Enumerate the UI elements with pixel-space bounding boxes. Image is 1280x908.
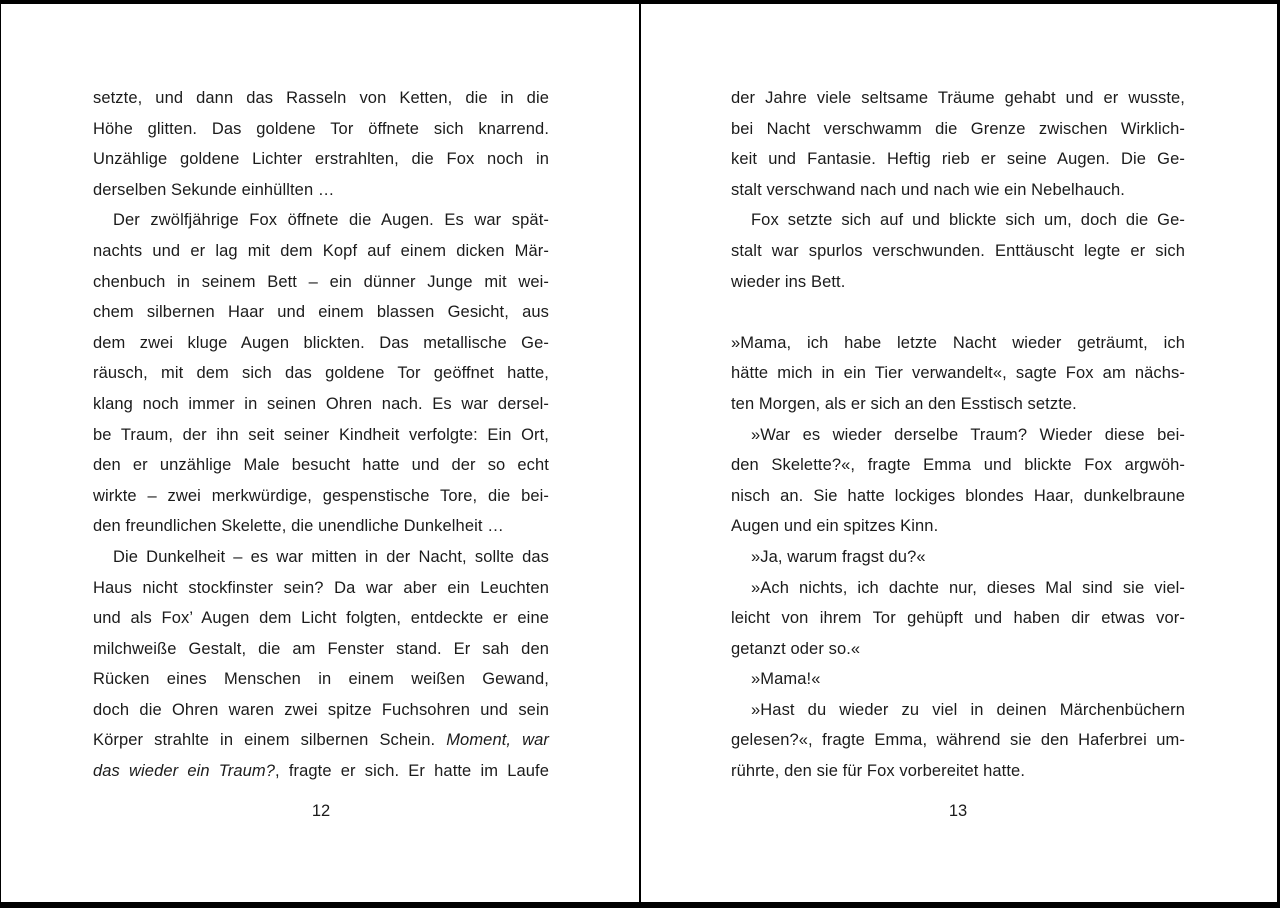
- text-line: und als Fox’ Augen dem Licht folgten, entdeckte er eine: [93, 609, 549, 628]
- text-line: chenbuch in seinem Bett – ein dünner Junge mit wei-: [93, 272, 549, 291]
- text-line: »Hast du wieder zu viel in deinen Märchenbüchern: [751, 700, 1185, 719]
- text-line: chem silbernen Haar und einem blassen Gesicht, aus: [93, 303, 549, 322]
- text-line: be Traum, der ihn seit seiner Kindheit verfolgte: Ein Ort,: [93, 425, 549, 444]
- text-line: Augen und ein spitzes Kinn.: [731, 517, 939, 536]
- text-line: »Ach nichts, ich dachte nur, dieses Mal sind sie viel-: [751, 578, 1185, 597]
- text-line: der Jahre viele seltsame Träume gehabt und er wusste,: [731, 89, 1185, 107]
- text-line: nachts und er lag mit dem Kopf auf einem dicken Mär-: [93, 241, 549, 260]
- text-line: »Mama, ich habe letzte Nacht wieder geträumt, ich: [731, 333, 1185, 352]
- page-number: 12: [311, 802, 331, 820]
- text-line: stalt verschwand nach und nach wie ein Nebelhauch.: [731, 180, 1125, 199]
- text-line: Fox setzte sich auf und blickte sich um, doch die Ge-: [751, 211, 1185, 230]
- text-line: wieder ins Bett.: [731, 272, 846, 291]
- text-line: Unzählige goldene Lichter erstrahlten, die Fox noch in: [93, 150, 549, 169]
- text-line: den freundlichen Skelette, die unendliche Dunkelheit …: [93, 517, 504, 536]
- text-line: Die Dunkelheit – es war mitten in der Nacht, sollte das: [113, 547, 549, 566]
- text-line: »Ja, warum fragst du?«: [751, 547, 926, 566]
- text-line: setzte, und dann das Rasseln von Ketten, die in die: [93, 89, 549, 107]
- text-line: ten Morgen, als er sich an den Esstisch setzte.: [731, 394, 1077, 413]
- text-line: bei Nacht verschwamm die Grenze zwischen Wirklich-: [731, 119, 1185, 138]
- text-line: nisch an. Sie hatte lockiges blondes Haar, dunkelbraune: [731, 486, 1185, 505]
- text-line: Der zwölfjährige Fox öffnete die Augen. Es war spät-: [113, 211, 549, 230]
- text-line: Höhe glitten. Das goldene Tor öffnete sich knarrend.: [93, 119, 549, 138]
- text-line: wirkte – zwei merkwürdige, gespenstische Tore, die bei-: [93, 486, 549, 505]
- text-line: Haus nicht stockfinster sein? Da war aber ein Leuchten: [93, 578, 549, 597]
- text-line: gelesen?«, fragte Emma, während sie den Haferbrei um-: [731, 731, 1185, 750]
- text-line: [731, 297, 1185, 328]
- text-line: den Skelette?«, fragte Emma und blickte Fox argwöh-: [731, 456, 1185, 475]
- text-line: derselben Sekunde einhüllten …: [93, 180, 335, 199]
- text-line: leicht von ihrem Tor gehüpft und haben dir etwas vor-: [731, 609, 1185, 628]
- text-line: dem zwei kluge Augen blickten. Das metallische Ge-: [93, 333, 549, 352]
- text-line: hätte mich in ein Tier verwandelt«, sagte Fox am nächs-: [731, 364, 1185, 383]
- page-number: 13: [948, 802, 968, 820]
- text-line: das wieder ein Traum?, fragte er sich. Er hatte im Laufe: [93, 762, 549, 781]
- text-line: stalt war spurlos verschwunden. Enttäuscht legte er sich: [731, 241, 1185, 260]
- text-lines: [731, 83, 1185, 787]
- text-line: keit und Fantasie. Heftig rieb er seine Augen. Die Ge-: [731, 150, 1185, 169]
- text-line: getanzt oder so.«: [731, 639, 861, 658]
- text-line: milchweiße Gestalt, die am Fenster stand. Er sah den: [93, 639, 549, 658]
- text-line: rührte, den sie für Fox vorbereitet hatte.: [731, 762, 1026, 781]
- text-line: »War es wieder derselbe Traum? Wieder diese bei-: [751, 425, 1185, 444]
- text-line: klang noch immer in seinen Ohren nach. Es war dersel-: [93, 394, 549, 413]
- text-line: räusch, mit dem sich das goldene Tor geöffnet hatte,: [93, 364, 549, 383]
- text-line: »Mama!«: [751, 670, 821, 689]
- text-line: Rücken eines Menschen in einem weißen Gewand,: [93, 670, 549, 689]
- text-line: den er unzählige Male besucht hatte und der so echt: [93, 456, 549, 475]
- text-line: doch die Ohren waren zwei spitze Fuchsohren und sein: [93, 700, 549, 719]
- text-line: Körper strahlte in einem silbernen Schein. Moment, war: [93, 731, 549, 750]
